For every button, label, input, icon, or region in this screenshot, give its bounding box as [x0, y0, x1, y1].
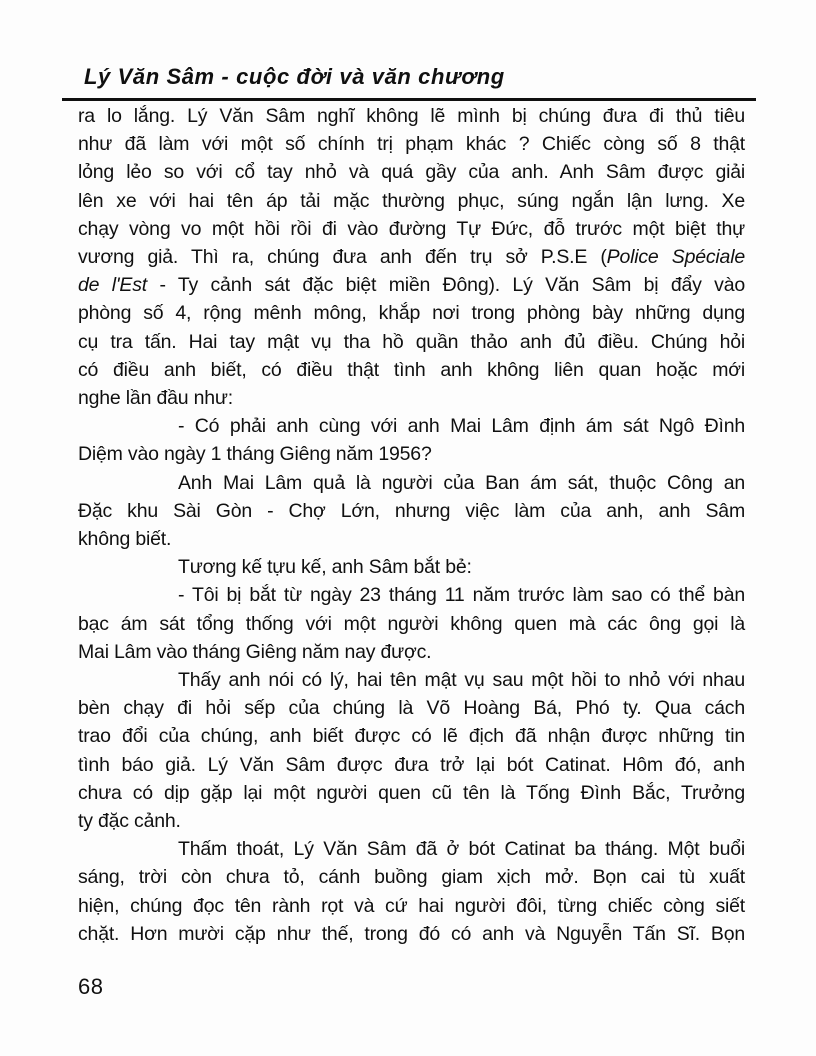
text-line [78, 892, 745, 920]
text-line [78, 525, 745, 553]
text-segment: chạy vòng vo một hồi rồi đi vào đường Tự Đức, đỗ trước một biệt thự [78, 217, 745, 240]
text-segment: Diệm vào ngày 1 tháng Giêng năm 1956? [78, 443, 432, 466]
text-line [78, 751, 745, 779]
text-line [78, 299, 745, 327]
text-segment: - Ty cảnh sát đặc biệt miền Đông). Lý Văn Sâm bị đẩy vào [146, 274, 745, 297]
italic-text-segment: de l'Est [78, 274, 147, 297]
text-segment: nghe lần đầu như: [78, 387, 233, 410]
text-block [78, 102, 745, 948]
text-line [78, 412, 745, 440]
text-line [78, 610, 745, 638]
text-segment: bạc ám sát tổng thống với một người không quen mà các ông gọi là [78, 612, 745, 635]
running-header-title: Lý Văn Sâm - cuộc đời và văn chương [84, 64, 505, 89]
text-segment: lên xe với hai tên áp tải mặc thường phục, súng ngắn lận lưng. Xe [78, 189, 745, 212]
text-line [78, 497, 745, 525]
text-segment: có điều anh biết, có điều thật tình anh không liên quan hoặc mới [78, 358, 745, 381]
text-line [78, 722, 745, 750]
italic-text-segment: Police Spéciale [606, 246, 745, 269]
text-line [78, 243, 745, 271]
text-segment: bèn chạy đi hỏi sếp của chúng là Võ Hoàng Bá, Phó ty. Qua cách [78, 697, 745, 720]
text-line [78, 187, 745, 215]
text-line [78, 384, 745, 412]
text-line [78, 666, 745, 694]
text-line [78, 694, 745, 722]
text-line [78, 102, 745, 130]
text-segment: ty đặc cảnh. [78, 810, 181, 833]
text-line [78, 581, 745, 609]
text-segment: - Tôi bị bắt từ ngày 23 tháng 11 năm trước làm sao có thể bàn [178, 584, 745, 607]
text-segment: Thấy anh nói có lý, hai tên mật vụ sau một hồi to nhỏ với nhau [178, 669, 745, 692]
text-segment: vương giả. Thì ra, chúng đưa anh đến trụ sở P.S.E ( [78, 246, 607, 269]
text-line [78, 158, 745, 186]
text-line [78, 271, 745, 299]
text-line [78, 130, 745, 158]
page-number: 68 [78, 974, 104, 999]
text-line [78, 553, 745, 581]
text-segment: Anh Mai Lâm quả là người của Ban ám sát, thuộc Công an [178, 471, 745, 494]
text-line [78, 807, 745, 835]
text-segment: tình báo giả. Lý Văn Sâm được đưa trở lại bót Catinat. Hôm đó, anh [78, 753, 745, 776]
text-segment: Thấm thoát, Lý Văn Sâm đã ở bót Catinat ba tháng. Một buổi [178, 838, 745, 861]
text-line [78, 863, 745, 891]
text-line [78, 779, 745, 807]
text-segment: như đã làm với một số chính trị phạm khác ? Chiếc còng số 8 thật [78, 133, 745, 156]
text-segment: hiện, chúng đọc tên rành rọt và cứ hai người đôi, từng chiếc còng siết [78, 894, 745, 917]
text-segment: Mai Lâm vào tháng Giêng năm nay được. [78, 640, 432, 663]
text-segment: phòng số 4, rộng mênh mông, khắp nơi trong phòng bày những dụng [78, 302, 745, 325]
text-segment: trao đổi của chúng, anh biết được có lẽ địch đã nhận được những tin [78, 725, 745, 748]
text-segment: Đặc khu Sài Gòn - Chợ Lớn, nhưng việc làm của anh, anh Sâm [78, 499, 745, 522]
text-segment: sáng, trời còn chưa tỏ, cánh buồng giam xịch mở. Bọn cai tù xuất [78, 866, 745, 889]
running-header [62, 64, 756, 101]
text-line [78, 469, 745, 497]
text-line [78, 835, 745, 863]
text-segment: - Có phải anh cùng với anh Mai Lâm định ám sát Ngô Đình [178, 415, 745, 438]
text-line [78, 638, 745, 666]
text-line [78, 920, 745, 948]
text-segment: không biết. [78, 528, 172, 551]
text-line [78, 356, 745, 384]
text-segment: cụ tra tấn. Hai tay mật vụ tha hồ quần thảo anh đủ điều. Chúng hỏi [78, 330, 745, 353]
text-line [78, 440, 745, 468]
text-line [78, 328, 745, 356]
text-segment: chưa có dịp gặp lại một người quen cũ tên là Tống Đình Bắc, Trưởng [78, 781, 745, 804]
text-segment: ra lo lắng. Lý Văn Sâm nghĩ không lẽ mình bị chúng đưa đi thủ tiêu [78, 105, 745, 127]
text-segment: chặt. Hơn mười cặp như thế, trong đó có anh và Nguyễn Tấn Sĩ. Bọn [78, 922, 745, 945]
text-segment: Tương kế tựu kế, anh Sâm bắt bẻ: [178, 556, 472, 579]
text-line [78, 215, 745, 243]
text-segment: lỏng lẻo so với cổ tay nhỏ và quá gầy của anh. Anh Sâm được giải [78, 161, 745, 184]
